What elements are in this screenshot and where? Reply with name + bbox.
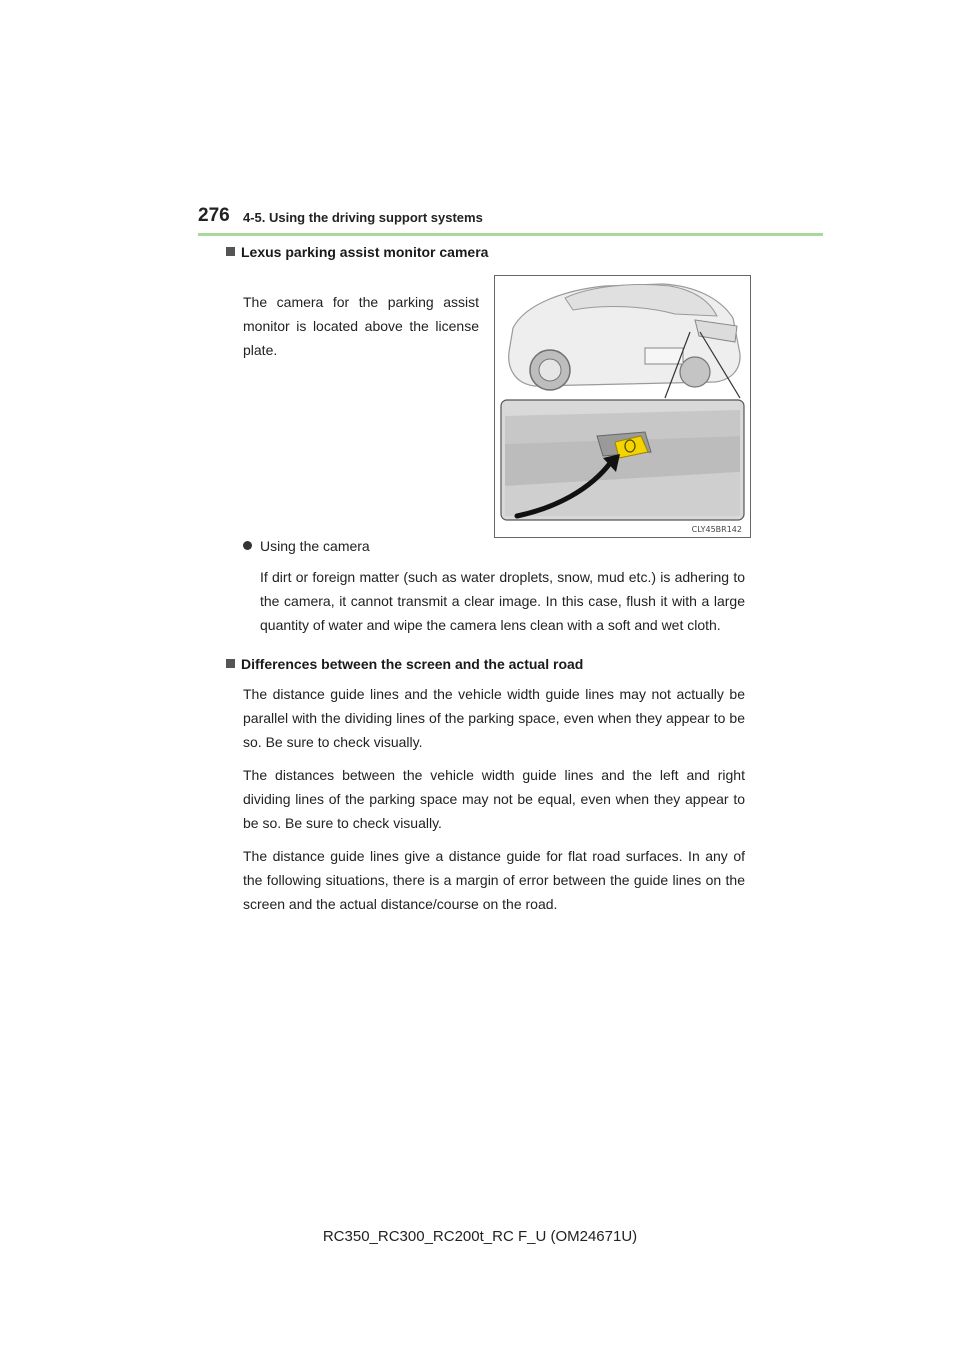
section-title: 4-5. Using the driving support systems [243, 210, 483, 225]
page-header [198, 205, 823, 235]
square-bullet-icon [226, 247, 235, 256]
square-bullet-icon [226, 659, 235, 668]
heading-differences-text: Differences between the screen and the actual road [241, 656, 584, 672]
bullet-dot-icon [243, 541, 252, 550]
heading-camera-text: Lexus parking assist monitor camera [241, 244, 489, 260]
figure-code: CLY45BR142 [691, 525, 742, 534]
footer-model: RC350_RC300_RC200t_RC F_U (OM24671U) [322, 1228, 638, 1245]
bullet-label: Using the camera [260, 538, 370, 554]
heading-camera [226, 244, 488, 260]
paragraph: The distance guide lines give a distance guide for flat road surfaces. In any of the following situations, there is a margin of error between the guide lines on the screen and the actual distance/course on the road. [243, 848, 745, 912]
paragraph: The distances between the vehicle width guide lines and the left and right dividing lines of the parking space may not be equal, even when they appear to be so. Be sure to check visually. [243, 767, 745, 831]
header-rule [198, 233, 823, 236]
bullet-using-camera [243, 538, 370, 554]
car-rear-illustration [495, 276, 750, 537]
page-number: 276 [198, 205, 230, 226]
heading-differences [226, 656, 583, 672]
paragraph: The distance guide lines and the vehicle width guide lines may not actually be parallel with the dividing lines of the parking space, even when they appear to be so. Be sure to check visually. [243, 686, 745, 750]
camera-location-figure [494, 275, 751, 538]
camera-cleaning-text: If dirt or foreign matter (such as water droplets, snow, mud etc.) is adhering to the camera, it cannot transmit a clear image. In this case, flush it with a large quantity of water and wipe the camera lens clean with a soft and wet cloth. [260, 569, 745, 633]
camera-intro: The camera for the parking assist monitor is located above the license plate. [243, 294, 479, 358]
